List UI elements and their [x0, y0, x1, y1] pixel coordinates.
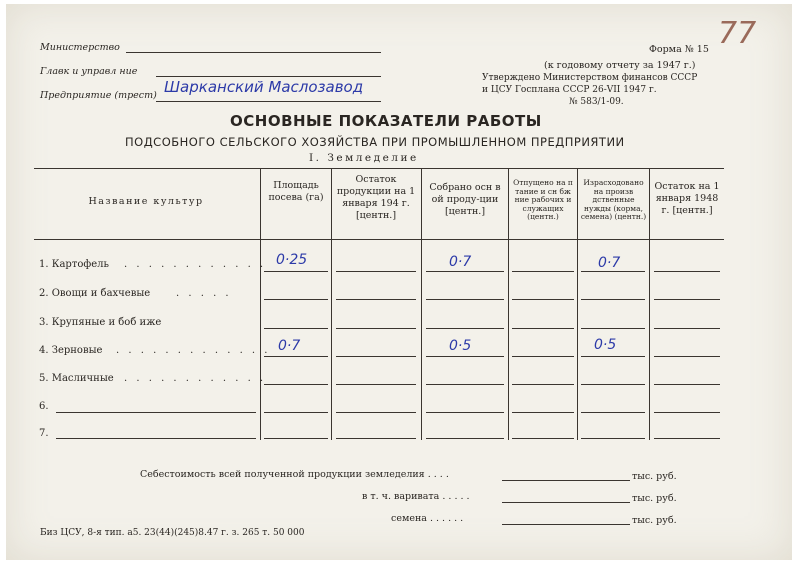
seeds-label: семена . . . . . . [391, 513, 464, 524]
cell-underline [426, 412, 504, 413]
header-crop-name: Название культур [88, 196, 204, 207]
label-underline [56, 412, 256, 413]
ministry-label: Министерство [40, 42, 120, 53]
page-title: ОСНОВНЫЕ ПОКАЗАТЕЛИ РАБОТЫ [230, 112, 542, 130]
enterprise-label: Предприятие (трест) [40, 90, 157, 101]
cell-underline [426, 328, 504, 329]
header-spent: Израсходовано на произв дственные нужды (корма, семена) (центн.) [580, 178, 647, 221]
col-divider-6 [649, 168, 650, 440]
cell-underline [512, 412, 574, 413]
cell-underline [264, 299, 328, 300]
cell-underline [581, 328, 645, 329]
row-label: 6. [39, 401, 49, 412]
cell-underline [426, 299, 504, 300]
cell-underline [512, 271, 574, 272]
cell-spent-value: 0·5 [594, 337, 617, 353]
cell-underline [264, 438, 328, 439]
header-rest-start: Остаток продукции на 1 января 194 г. [центн.] [336, 174, 416, 221]
cell-underline [581, 438, 645, 439]
cell-underline [512, 438, 574, 439]
cell-underline [336, 299, 416, 300]
col-divider-3 [421, 168, 422, 440]
cell-underline [426, 438, 504, 439]
cell-underline [264, 271, 328, 272]
cell-collected-value: 0·5 [449, 338, 472, 354]
header-collected: Собрано осн в ой проду-ции [центн.] [429, 182, 501, 217]
cell-underline [336, 412, 416, 413]
table-top-border [34, 168, 724, 169]
ministry-line [126, 52, 381, 53]
cell-underline [581, 271, 645, 272]
incl-line [502, 502, 630, 503]
cell-underline [426, 356, 504, 357]
approved-line-2: и ЦСУ Госплана СССР 26-VII 1947 г. [482, 85, 657, 95]
row-dots: . . . . . [176, 288, 232, 299]
page-subtitle: ПОДСОБНОГО СЕЛЬСКОГО ХОЗЯЙСТВА ПРИ ПРОМЫШЛЕННОМ ПРЕДПРИЯТИИ [125, 135, 625, 149]
row-label: 7. [39, 428, 49, 439]
row-dots: . . . . . . . . . . . . [124, 259, 267, 270]
table-header-bottom [34, 239, 724, 240]
row-label: 4. Зерновые [39, 345, 103, 356]
report-form-sheet [6, 4, 792, 560]
cell-underline [336, 328, 416, 329]
cell-area-value: 0·25 [276, 252, 308, 268]
cell-underline [264, 384, 328, 385]
cell-area-value: 0·7 [278, 338, 301, 354]
glavk-line [156, 76, 381, 77]
cell-underline [654, 328, 720, 329]
enterprise-line [156, 101, 381, 102]
cell-underline [581, 356, 645, 357]
cell-underline [654, 271, 720, 272]
cell-underline [581, 299, 645, 300]
cell-underline [654, 356, 720, 357]
seeds-unit: тыс. руб. [632, 515, 677, 526]
print-info: Биз ЦСУ, 8-я тип. а5. 23(44)(245)8.47 г. з. 265 т. 50 000 [40, 528, 305, 538]
incl-label: в т. ч. варивата . . . . . [362, 491, 470, 502]
col-divider-2 [331, 168, 332, 440]
seeds-line [502, 524, 630, 525]
cost-line [502, 480, 630, 481]
cell-underline [654, 299, 720, 300]
cell-underline [512, 384, 574, 385]
cell-underline [654, 412, 720, 413]
header-area: Площадь посева (га) [268, 180, 324, 203]
row-label: 5. Масличные [39, 373, 114, 384]
cell-underline [336, 438, 416, 439]
label-underline [56, 438, 256, 439]
cell-underline [264, 356, 328, 357]
form-number: Форма № 15 [649, 44, 709, 55]
cell-underline [512, 356, 574, 357]
approved-line-1: Утверждено Министерством финансов СССР [482, 73, 698, 83]
cell-spent-value: 0·7 [598, 255, 621, 271]
cell-underline [654, 384, 720, 385]
header-rest-end: Остаток на 1 января 1948 г. [центн.] [654, 181, 720, 216]
corner-handwritten-mark: 77 [718, 16, 757, 51]
cell-underline [264, 328, 328, 329]
row-label: 2. Овощи и бахчевые [39, 288, 151, 299]
cell-underline [336, 271, 416, 272]
cell-underline [426, 271, 504, 272]
cell-collected-value: 0·7 [449, 254, 472, 270]
cell-underline [264, 412, 328, 413]
section-title: I. Земледелие [309, 152, 419, 164]
enterprise-handwritten: Шарканский Маслозавод [164, 78, 364, 96]
row-label: 3. Крупяные и боб иже [39, 317, 162, 328]
row-dots: . . . . . . . . . . . . [124, 373, 267, 384]
cost-label: Себестоимость всей полученной продукции земледелия . . . . [140, 469, 449, 480]
cell-underline [336, 384, 416, 385]
form-note: (к годовому отчету за 1947 г.) [544, 60, 696, 71]
cost-unit: тыс. руб. [632, 471, 677, 482]
col-divider-4 [508, 168, 509, 440]
col-divider-5 [577, 168, 578, 440]
cell-underline [581, 412, 645, 413]
incl-unit: тыс. руб. [632, 493, 677, 504]
cell-underline [581, 384, 645, 385]
cell-underline [512, 328, 574, 329]
cell-underline [426, 384, 504, 385]
cell-underline [654, 438, 720, 439]
row-dots: . . . . . . . . . . . . . [116, 345, 271, 356]
approved-line-3: № 583/1-09. [569, 97, 624, 107]
cell-underline [512, 299, 574, 300]
glavk-label: Главк и управл ние [40, 66, 138, 77]
cell-underline [336, 356, 416, 357]
col-divider-1 [260, 168, 261, 440]
header-issued: Отпущено на п тание и сн бж ние рабочих и служащих (центн.) [513, 178, 573, 221]
row-label: 1. Картофель [39, 259, 109, 270]
